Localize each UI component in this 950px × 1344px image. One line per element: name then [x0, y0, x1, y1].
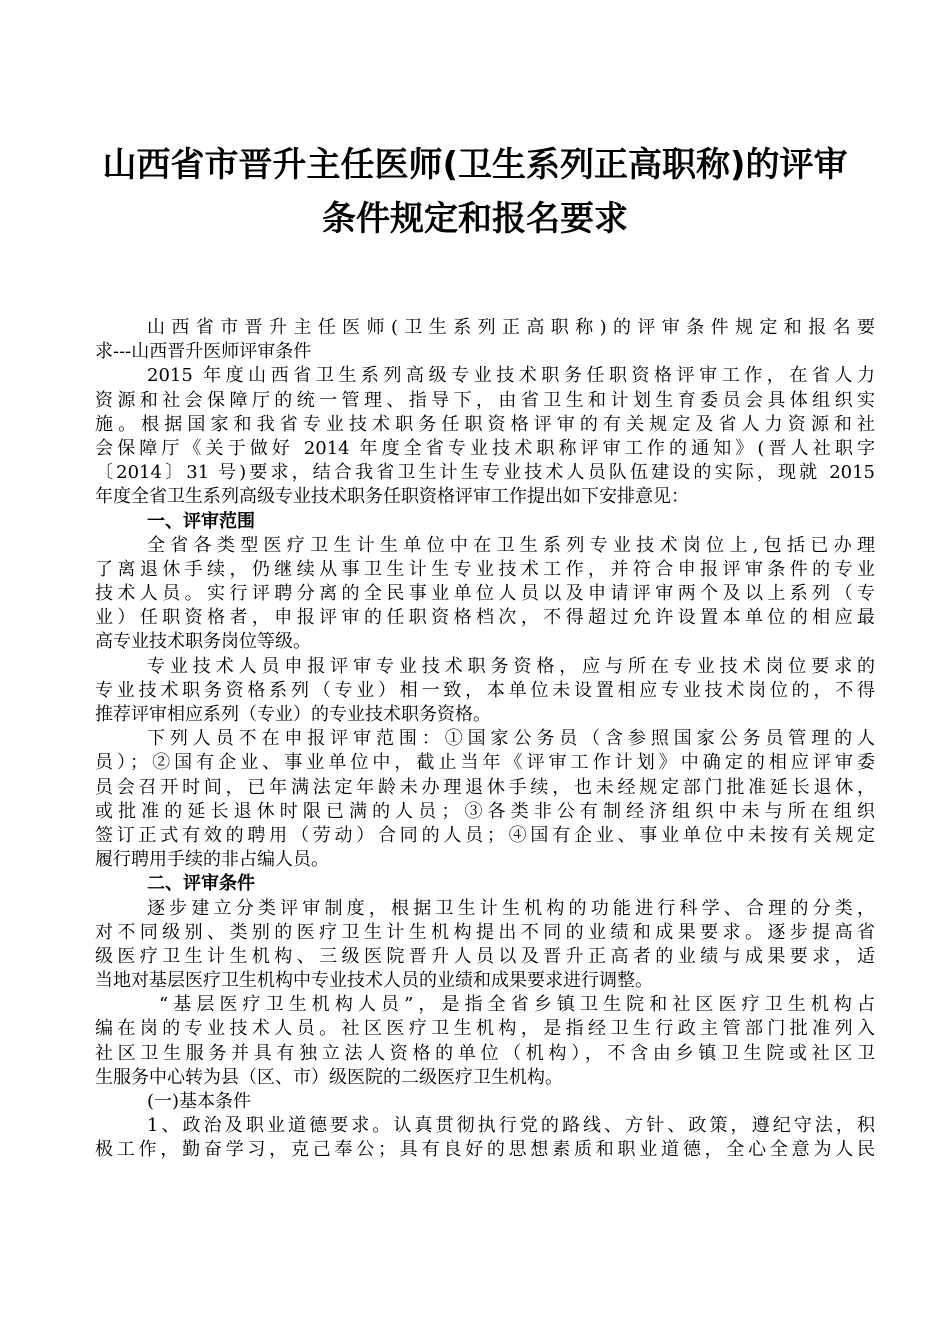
paragraph-line: 资源和社会保障厅的统一管理、指导下，由省卫生和计划生育委员会具体组织实 — [95, 389, 875, 411]
paragraph-line: 下列人员不在申报评审范围：①国家公务员（含参照国家公务员管理的人 — [147, 728, 875, 750]
document-title — [60, 138, 890, 246]
paragraph-line: 极工作，勤奋学习，克己奉公；具有良好的思想素质和职业道德，全心全意为人民 — [95, 1139, 875, 1161]
paragraph-line: 推荐评审相应系列（专业）的专业技术职务资格。 — [95, 704, 491, 725]
paragraph-line: 求---山西晋升医师评审条件 — [95, 341, 312, 363]
paragraph-line: 编在岗的专业技术人员。社区医疗卫生机构，是指经卫生行政主管部门批准列入 — [95, 1018, 875, 1040]
paragraph-line: 高专业技术职务岗位等级。 — [95, 631, 311, 653]
paragraph-line: 社区卫生服务并具有独立法人资格的单位（机构），不含由乡镇卫生院或社区卫 — [95, 1042, 875, 1064]
paragraph-line: 员会召开时间，已年满法定年龄未办理退休手续，也未经规定部门批准延长退休， — [95, 776, 875, 798]
paragraph-line: 专业技术职务资格系列（专业）相一致，本单位未设置相应专业技术岗位的，不得 — [95, 679, 875, 701]
paragraph-line: 签订正式有效的聘用（劳动）合同的人员；④国有企业、事业单位中未按有关规定 — [95, 824, 875, 846]
paragraph-line: 山西省市晋升主任医师(卫生系列正高职称)的评审条件规定和报名要 — [147, 317, 875, 338]
paragraph-line: 年度全省卫生系列高级专业技术职务任职资格评审工作提出如下安排意见： — [95, 486, 689, 508]
paragraph-line: 〔2014〕31 号)要求，结合我省卫生计生专业技术人员队伍建设的实际，现就 2015 — [95, 462, 875, 484]
section-heading: 一、评审范围 — [147, 510, 255, 532]
paragraph-line: 对不同级别、类别的医疗卫生计生机构提出不同的业绩和成果要求。逐步提高省 — [95, 921, 875, 943]
section-heading: 二、评审条件 — [147, 873, 255, 895]
paragraph-line: 员）；②国有企业、事业单位中，截止当年《评审工作计划》中确定的相应评审委 — [95, 752, 875, 774]
title-line-1: 山西省市晋升主任医师(卫生系列正高职称)的评审 — [102, 145, 848, 185]
paragraph-line: 全省各类型医疗卫生计生单位中在卫生系列专业技术岗位上,包括已办理 — [147, 534, 875, 556]
paragraph-line: 逐步建立分类评审制度，根据卫生计生机构的功能进行科学、合理的分类， — [147, 897, 875, 919]
paragraph-line: 或批准的延长退休时限已满的人员；③各类非公有制经济组织中未与所在组织 — [95, 800, 875, 822]
paragraph-line: 技术人员。实行评聘分离的全民事业单位人员以及申请评审两个及以上系列（专 — [95, 583, 875, 605]
paragraph-line: 履行聘用手续的非占编人员。 — [95, 849, 329, 871]
paragraph-line: 施。根据国家和我省专业技术职务任职资格评审的有关规定及省人力资源和社 — [95, 413, 875, 435]
paragraph-line: “基层医疗卫生机构人员”，是指全省乡镇卫生院和社区医疗卫生机构占 — [159, 994, 875, 1016]
paragraph-line: 级医疗卫生计生机构、三级医院晋升人员以及晋升正高者的业绩与成果要求，适 — [95, 945, 875, 967]
paragraph-line: 业）任职资格者，申报评审的任职资格档次，不得超过允许设置本单位的相应最 — [95, 607, 875, 629]
document-body — [95, 316, 875, 1163]
paragraph-line: 2015 年度山西省卫生系列高级专业技术职务任职资格评审工作，在省人力 — [147, 365, 875, 387]
paragraph-line: 了离退休手续，仍继续从事卫生计生专业技术工作，并符合申报评审条件的专业 — [95, 558, 875, 580]
paragraph-line: 1、政治及职业道德要求。认真贯彻执行党的路线、方针、政策，遵纪守法，积 — [147, 1115, 875, 1137]
paragraph-line: 会保障厅《关于做好 2014 年度全省专业技术职称评审工作的通知》(晋人社职字 — [95, 437, 875, 459]
title-line-2: 条件规定和报名要求 — [322, 199, 628, 239]
paragraph-line: 当地对基层医疗卫生机构中专业技术人员的业绩和成果要求进行调整。 — [95, 970, 653, 992]
subsection-heading: (一)基本条件 — [147, 1091, 252, 1112]
paragraph-line: 生服务中心转为县（区、市）级医院的二级医疗卫生机构。 — [95, 1066, 563, 1088]
paragraph-line: 专业技术人员申报评审专业技术职务资格，应与所在专业技术岗位要求的 — [147, 655, 875, 677]
